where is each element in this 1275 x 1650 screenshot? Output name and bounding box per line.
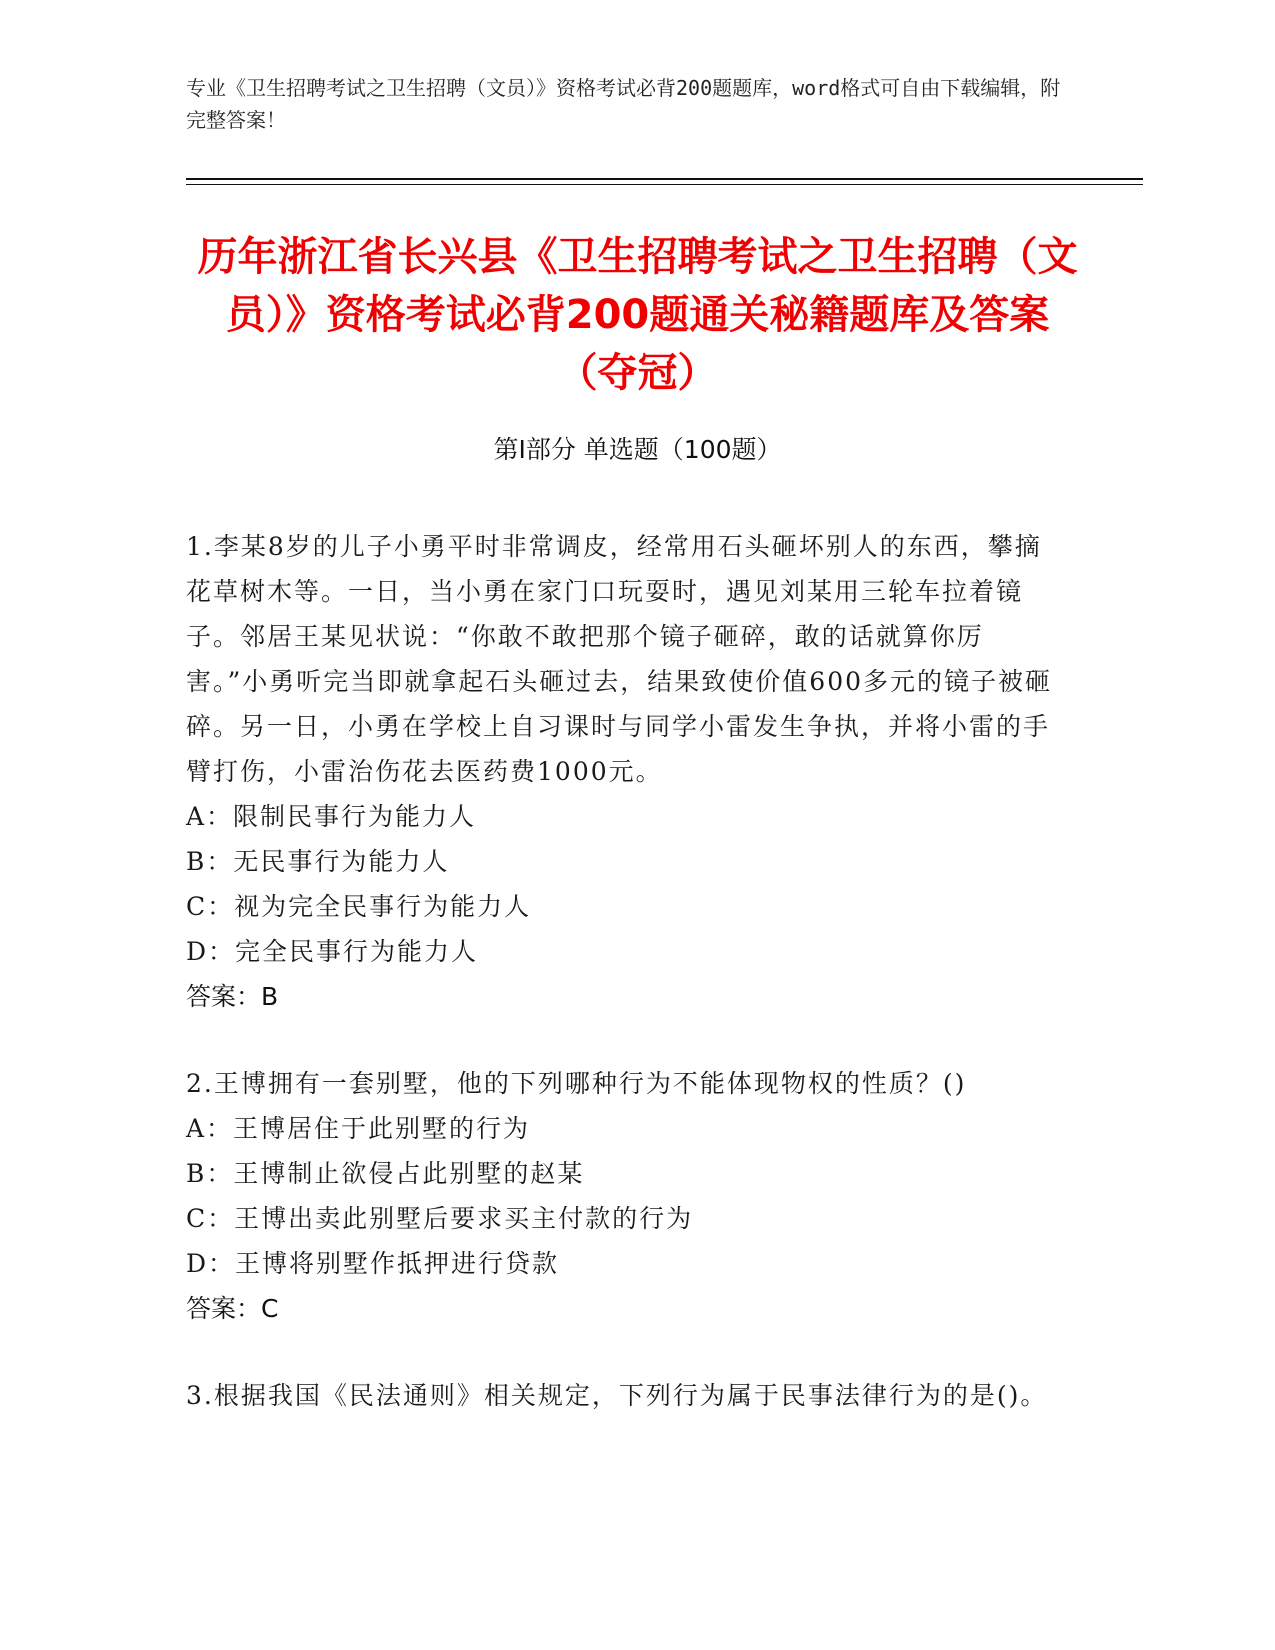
option-c: C：王博出卖此别墅后要求买主付款的行为 bbox=[186, 1204, 694, 1233]
section-title: 第Ⅰ部分 单选题（100题） bbox=[493, 435, 782, 464]
option-b: B：王博制止欲侵占此别墅的赵某 bbox=[186, 1159, 585, 1188]
document-title: 历年浙江省长兴县《卫生招聘考试之卫生招聘（文员）》资格考试必背200题通关秘籍题库及答案（夺冠） bbox=[197, 234, 1078, 396]
answer: 答案：B bbox=[186, 982, 279, 1011]
question-3 bbox=[186, 1373, 1066, 1418]
header-divider-thin bbox=[186, 184, 1143, 185]
option-a: A：王博居住于此别墅的行为 bbox=[186, 1114, 531, 1143]
option-c: C：视为完全民事行为能力人 bbox=[186, 892, 532, 921]
question-1 bbox=[186, 524, 1066, 1019]
question-stem: 1.李某8岁的儿子小勇平时非常调皮，经常用石头砸坏别人的东西，攀摘花草树木等。一日，当小勇在家门口玩耍时，遇见刘某用三轮车拉着镜子。邻居王某见状说：“你敢不敢把那个镜子砸碎，敢的话就算你厉害。”小勇听完当即就拿起石头砸过去，结果致使价值600多元的镜子被砸碎。另一日，小勇在学校上自习课时与同学小雷发生争执，并将小雷的手臂打伤，小雷治伤花去医药费1000元。 bbox=[186, 532, 1053, 786]
question-stem: 3.根据我国《民法通则》相关规定，下列行为属于民事法律行为的是()。 bbox=[186, 1381, 1048, 1410]
header-note: 专业《卫生招聘考试之卫生招聘（文员）》资格考试必背200题题库，word格式可自由下载编辑，附完整答案！ bbox=[186, 76, 1061, 132]
answer: 答案：C bbox=[186, 1294, 279, 1323]
option-a: A：限制民事行为能力人 bbox=[186, 802, 477, 831]
header-divider-thick bbox=[186, 178, 1143, 180]
question-stem: 2.王博拥有一套别墅，他的下列哪种行为不能体现物权的性质？() bbox=[186, 1069, 967, 1098]
question-2 bbox=[186, 1061, 1066, 1331]
option-d: D：完全民事行为能力人 bbox=[186, 937, 479, 966]
option-b: B：无民事行为能力人 bbox=[186, 847, 450, 876]
option-d: D：王博将别墅作抵押进行贷款 bbox=[186, 1249, 560, 1278]
question-list bbox=[186, 524, 1066, 1460]
